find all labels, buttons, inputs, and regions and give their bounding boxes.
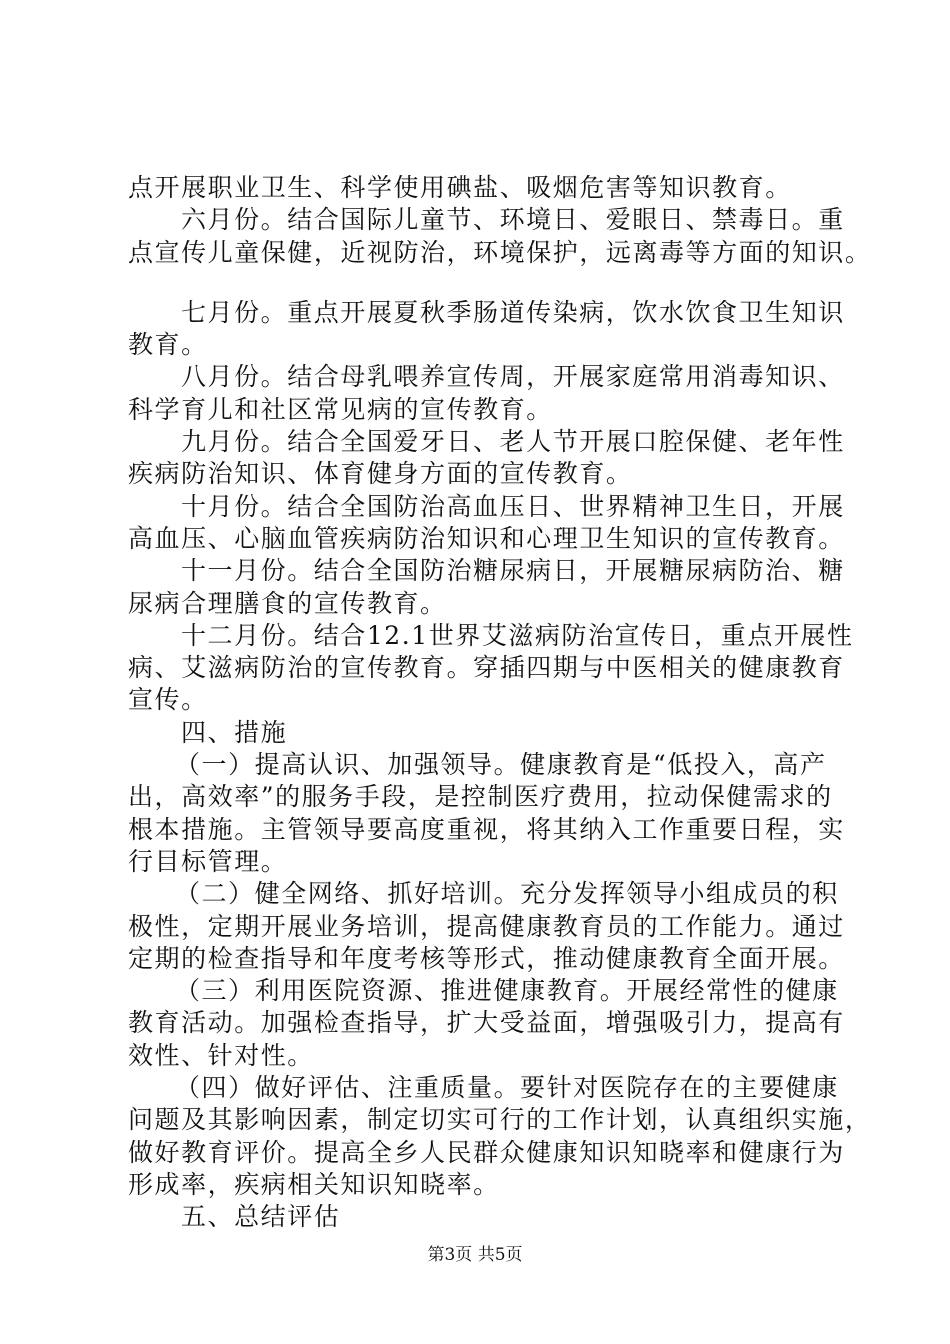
text-line: 科学育儿和社区常见病的宣传教育。	[128, 394, 553, 424]
text-line: 定期的检查指导和年度考核等形式，推动健康教育全面开展。	[128, 943, 845, 973]
text-line: 七月份。重点开展夏秋季肠道传染病，饮水饮食卫生知识	[181, 297, 845, 327]
text-line: 十一月份。结合全国防治糖尿病日，开展糖尿病防治、糖	[181, 556, 845, 586]
text-line: 点开展职业卫生、科学使用碘盐、吸烟危害等知识教育。	[128, 173, 792, 202]
text-line: 尿病合理膳食的宣传教育。	[128, 588, 447, 618]
text-line: 疾病防治知识、体育健身方面的宣传教育。	[128, 459, 633, 489]
text-line: 极性，定期开展业务培训，提高健康教育员的工作能力。通过	[128, 911, 845, 941]
page-number-footer: 第3页 共5页	[427, 1245, 523, 1265]
text-line: 高血压、心脑血管疾病防治知识和心理卫生知识的宣传教育。	[128, 523, 845, 553]
section-heading: 四、措施	[181, 717, 288, 747]
text-line: 出，高效率”的服务手段，是控制医疗费用，拉动保健需求的	[128, 782, 833, 812]
paragraph-gap	[128, 269, 848, 297]
text-line: （四）做好评估、注重质量。要针对医院存在的主要健康	[175, 1073, 839, 1103]
text-line: 根本措施。主管领导要高度重视，将其纳入工作重要日程，实	[128, 814, 845, 844]
text-line: 病、艾滋病防治的宣传教育。穿插四期与中医相关的健康教育	[128, 653, 845, 683]
text-line: 宣传。	[128, 685, 208, 715]
text-line: 六月份。结合国际儿童节、环境日、爱眼日、禁毒日。重	[181, 205, 845, 235]
text-line: （三）利用医院资源、推进健康教育。开展经常性的健康	[175, 976, 839, 1006]
section-heading: 五、总结评估	[181, 1202, 341, 1232]
text-line: 效性、针对性。	[128, 1040, 314, 1070]
text-line: 形成率，疾病相关知识知晓率。	[128, 1169, 500, 1199]
text-line: （二）健全网络、抓好培训。充分发挥领导小组成员的积	[175, 879, 839, 909]
text-line: 点宣传儿童保健，近视防治，环境保护，远离毒等方面的知识。	[128, 237, 872, 267]
text-line: 十二月份。结合12.1世界艾滋病防治宣传日，重点开展性	[181, 620, 854, 650]
text-line: 教育。	[128, 330, 208, 360]
text-line: 九月份。结合全国爱牙日、老人节开展口腔保健、老年性	[181, 427, 845, 457]
text-line: 行目标管理。	[128, 846, 288, 876]
text-line: （一）提高认识、加强领导。健康教育是“低投入，高产	[175, 750, 827, 780]
text-line: 问题及其影响因素，制定切实可行的工作计划，认真组织实施，	[128, 1105, 872, 1135]
text-line: 做好教育评价。提高全乡人民群众健康知识知晓率和健康行为	[128, 1137, 845, 1167]
document-body	[128, 172, 872, 1234]
text-line: 十月份。结合全国防治高血压日、世界精神卫生日，开展	[181, 491, 845, 521]
text-line: 八月份。结合母乳喂养宣传周，开展家庭常用消毒知识、	[181, 362, 845, 392]
text-line: 教育活动。加强检查指导，扩大受益面，增强吸引力，提高有	[128, 1008, 845, 1038]
